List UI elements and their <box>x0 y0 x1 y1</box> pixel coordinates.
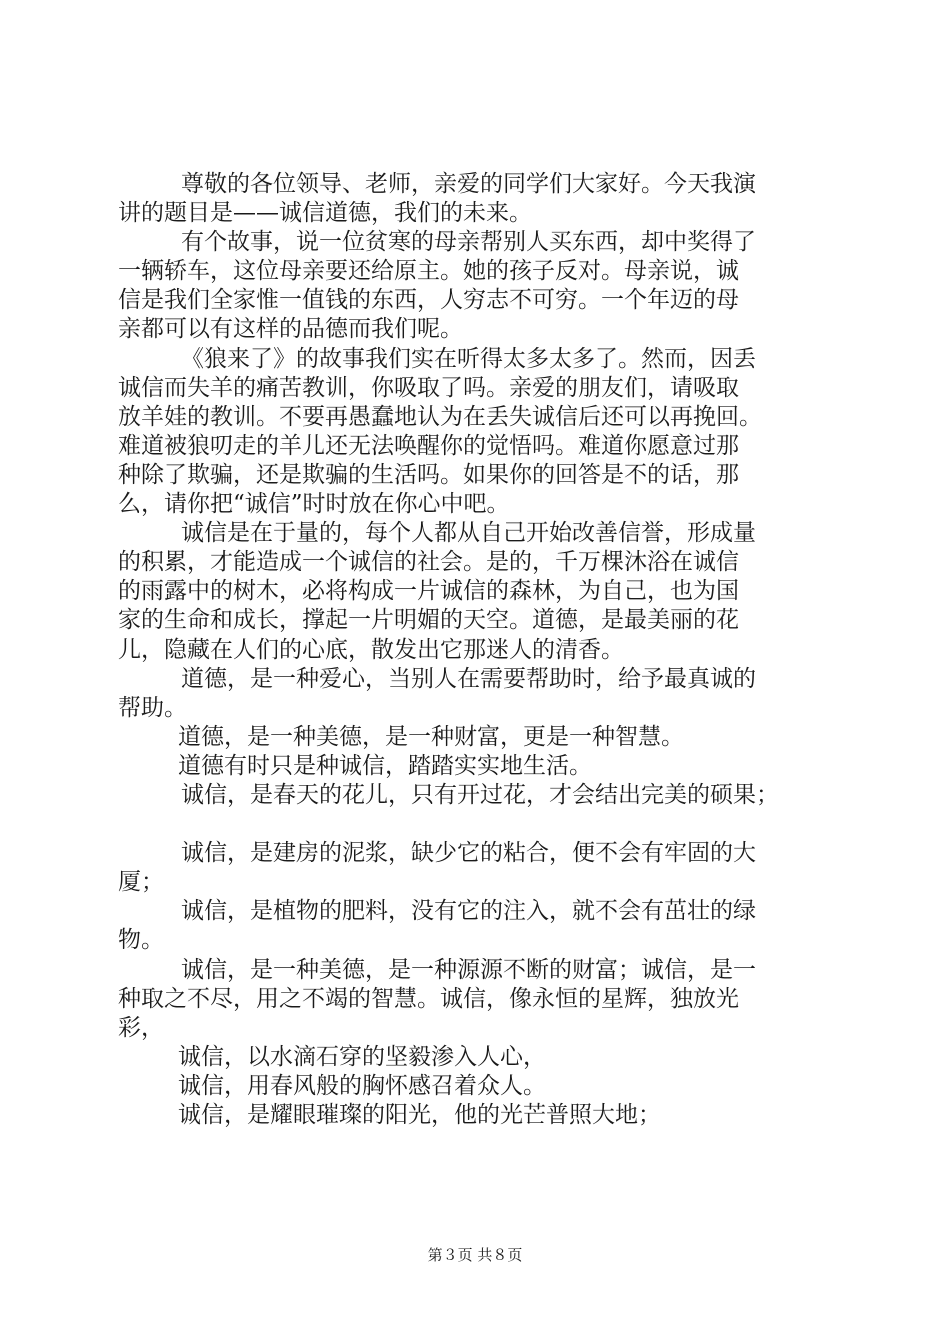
paragraph <box>118 665 832 723</box>
blank-line <box>118 810 832 839</box>
text-line: 帮助。 <box>118 694 187 721</box>
text-line: 的积累，才能造成一个诚信的社会。是的，千万棵沐浴在诚信 <box>118 549 739 576</box>
paragraph <box>118 519 832 664</box>
text-line: 诚信，是一种美德，是一种源源不断的财富；诚信，是一 <box>181 956 756 983</box>
text-line: 种取之不尽，用之不竭的智慧。诚信，像永恒的星辉，独放光 <box>118 985 739 1012</box>
paragraph <box>118 228 832 344</box>
text-line: 厦； <box>118 869 164 896</box>
text-line: 尊敬的各位领导、老师，亲爱的同学们大家好。今天我演 <box>181 171 756 197</box>
text-line: 难道被狼叨走的羊儿还无法唤醒你的觉悟吗。难道你愿意过那 <box>118 432 739 459</box>
paragraph <box>118 345 832 520</box>
text-line: 亲都可以有这样的品德而我们呢。 <box>118 316 463 343</box>
text-line: 的雨露中的树木，必将构成一片诚信的森林，为自己，也为国 <box>118 578 739 605</box>
speech-body <box>118 170 832 1130</box>
text-line: 诚信是在于量的，每个人都从自己开始改善信誉，形成量 <box>181 520 756 547</box>
text-line: 放羊娃的教训。不要再愚蠢地认为在丢失诚信后还可以再挽回。 <box>118 403 762 430</box>
paragraph <box>118 1101 832 1130</box>
paragraph <box>118 723 832 752</box>
text-line: 种除了欺骗，还是欺骗的生活吗。如果你的回答是不的话，那 <box>118 461 739 488</box>
text-line: 道德有时只是种诚信，踏踏实实地生活。 <box>178 752 592 779</box>
paragraph <box>118 170 832 228</box>
text-line: 物。 <box>118 927 164 954</box>
text-line: 诚信，是耀眼璀璨的阳光，他的光芒普照大地； <box>178 1102 661 1128</box>
text-line: 么，请你把“诚信”时时放在你心中吧。 <box>118 491 510 518</box>
text-line: 彩， <box>118 1014 164 1041</box>
paragraph <box>118 839 832 897</box>
text-line: 诚信，以水滴石穿的坚毅渗入人心， <box>178 1043 546 1070</box>
text-line: 家的生命和成长，撑起一片明媚的天空。道德，是最美丽的花 <box>118 607 739 634</box>
paragraph <box>118 752 832 781</box>
paragraph <box>118 897 832 955</box>
text-line: 儿，隐藏在人们的心底，散发出它那迷人的清香。 <box>118 636 624 663</box>
text-line: 道德，是一种美德，是一种财富，更是一种智慧。 <box>178 723 684 750</box>
text-line: 诚信，是建房的泥浆，缺少它的粘合，便不会有牢固的大 <box>181 840 756 867</box>
paragraph <box>118 956 832 1043</box>
text-line: 诚信而失羊的痛苦教训，你吸取了吗。亲爱的朋友们，请吸取 <box>118 374 739 401</box>
text-line: 一辆轿车，这位母亲要还给原主。她的孩子反对。母亲说，诚 <box>118 258 739 285</box>
paragraph <box>118 1072 832 1101</box>
text-line: 诚信，是春天的花儿，只有开过花，才会结出完美的硕果； <box>181 781 779 808</box>
text-line: 信是我们全家惟一值钱的东西，人穷志不可穷。一个年迈的母 <box>118 287 739 314</box>
text-line: 诚信，是植物的肥料，没有它的注入，就不会有茁壮的绿 <box>181 898 756 925</box>
text-line: 有个故事，说一位贫寒的母亲帮别人买东西，却中奖得了 <box>181 229 756 256</box>
paragraph <box>118 781 832 810</box>
text-line: 《狼来了》的故事我们实在听得太多太多了。然而，因丢 <box>181 345 756 372</box>
text-line: 诚信，用春风般的胸怀感召着众人。 <box>178 1072 546 1099</box>
text-line: 道德，是一种爱心，当别人在需要帮助时，给予最真诚的 <box>181 665 756 692</box>
text-line: 讲的题目是——诚信道德，我们的未来。 <box>118 200 532 227</box>
paragraph <box>118 1043 832 1072</box>
page-footer: 第３页 共８页 <box>427 1246 523 1264</box>
